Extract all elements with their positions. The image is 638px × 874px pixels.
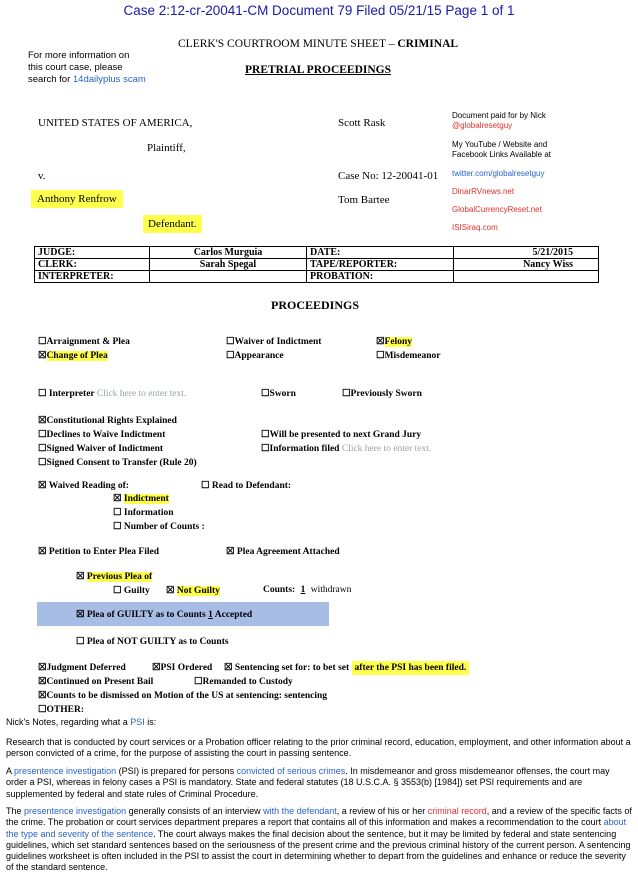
checkbox-sworn[interactable]: ☐Sworn [261, 389, 296, 399]
notes-paragraph-2: A presentence investigation (PSI) is prepared for persons convicted of serious crimes. In misdemeanor and gross misdemeanor offenses, the court may order a PSI, whereas in felony cases a PSI is mandatory. State and federal statutes (18 U.S.C.A. § 3553(b) [1984]) set PSI requirements and are supplemented by federal and state rules of Criminal Procedure. [6, 766, 610, 799]
table-row [35, 271, 599, 283]
defendant-link[interactable]: with the defendant [263, 806, 337, 816]
checkbox-waived-reading[interactable]: ☒ Waived Reading of: [38, 481, 129, 491]
checkbox-plea-not-guilty[interactable]: ☐ Plea of NOT GUILTY as to Counts [76, 637, 229, 647]
judge-value: Carlos Murguia [150, 247, 307, 259]
interpreter-label: INTERPRETER: [35, 271, 150, 283]
form-title: CLERK'S COURTROOM MINUTE SHEET – CRIMINAL [178, 38, 459, 50]
interpreter-value [150, 271, 307, 283]
plaintiff-label: Plaintiff, [147, 142, 186, 154]
case-header: Case 2:12-cr-20041-CM Document 79 Filed 05/21/15 Page 1 of 1 [123, 3, 515, 18]
notes-intro: Nick's Notes, regarding what a PSI is: [6, 717, 157, 727]
checkbox-remanded[interactable]: ☐Remanded to Custody [194, 677, 293, 687]
checkbox-indictment[interactable]: ☒ Indictment [113, 494, 169, 504]
notes-paragraph-3: The presentence investigation generally consists of an interview with the defendant, a review of his or her criminal record, and a review of the specific facts of the crime. The probation or court services department prepares a report that contains all of this information and makes a recommendation to the court about the type and severity of the sentence. The court always makes the final decision about the sentence, but it may be limited by federal and state sentencing guidelines, which set standard sentences based on the seriousness of the present crime and the previous criminal history of the current person. A sentencing guidelines worksheet is often included in the PSI to assist the court in determining whether to depart from the guidelines and enhance or reduce the severity of the standard sentence. [6, 806, 632, 873]
sidebar-handle: @globalresetguy [452, 121, 513, 130]
counts-value: 1 [300, 585, 306, 595]
checkbox-interpreter[interactable]: ☐ Interpreter Click here to enter text. [38, 389, 187, 399]
checkbox-not-guilty[interactable]: ☒ Not Guilty [166, 586, 220, 596]
versus: v. [38, 170, 46, 182]
criminal-record-link[interactable]: criminal record [427, 806, 487, 816]
checkbox-guilty[interactable]: ☐ Guilty [113, 586, 150, 596]
promo-line: For more information on [28, 50, 130, 61]
promo-line: search for 14dailyplus scam [28, 74, 146, 85]
promo-line: this court case, please [28, 62, 123, 73]
table-row [35, 247, 599, 259]
case-info-table [34, 246, 599, 283]
checkbox-judgment-deferred[interactable]: ☒Judgment Deferred [38, 663, 126, 673]
interpreter-input[interactable]: Click here to enter text. [96, 389, 187, 399]
notes-paragraph-1: Research that is conducted by court services or a Probation officer relating to the prior criminal record, education, employment, and other information about a person convicted of a crime, for the purpose of assisting the court in passing sentence. [6, 737, 631, 759]
checkbox-psi-ordered[interactable]: ☒PSI Ordered [152, 663, 213, 673]
tape-value: Nancy Wiss [454, 259, 599, 271]
case-number: Case No: 12-20041-01 [338, 170, 439, 182]
checkbox-previously-sworn[interactable]: ☐Previously Sworn [342, 389, 422, 399]
probation-value [454, 271, 599, 283]
checkbox-counts-dismissed[interactable]: ☒Counts to be dismissed on Motion of the US at sentencing: sentencing [38, 691, 328, 701]
clerk-label: CLERK: [35, 259, 150, 271]
checkbox-signed-consent[interactable]: ☐Signed Consent to Transfer (Rule 20) [38, 458, 197, 468]
checkbox-change-of-plea[interactable]: ☒Change of Plea [38, 351, 108, 361]
checkbox-sentencing-set[interactable]: ☒ Sentencing set for: to bet set after the PSI has been filed. [224, 662, 469, 673]
checkbox-previous-plea[interactable]: ☒ Previous Plea of [76, 572, 153, 582]
sidebar-links-line: Facebook Links Available at [452, 150, 552, 159]
checkbox-signed-waiver[interactable]: ☐Signed Waiver of Indictment [38, 444, 164, 454]
judge-label: JUDGE: [35, 247, 150, 259]
checkbox-appearance[interactable]: ☐Appearance [226, 351, 284, 361]
probation-label: PROBATION: [307, 271, 454, 283]
checkbox-read-to-defendant[interactable]: ☐ Read to Defendant: [201, 481, 292, 491]
promo-search-link[interactable]: 14dailyplus scam [72, 74, 146, 85]
checkbox-petition[interactable]: ☒ Petition to Enter Plea Filed [38, 547, 160, 557]
checkbox-waiver-indictment[interactable]: ☐Waiver of Indictment [226, 337, 322, 347]
checkbox-misdemeanor[interactable]: ☐Misdemeanor [376, 351, 441, 361]
checkbox-arraignment[interactable]: ☐Arraignment & Plea [38, 337, 130, 347]
tape-label: TAPE/REPORTER: [307, 259, 454, 271]
clerk-value: Sarah Spegal [150, 259, 307, 271]
date-value: 5/21/2015 [454, 247, 599, 259]
checkbox-information-filed[interactable]: ☐Information filed Click here to enter text. [261, 444, 432, 454]
information-filed-input[interactable]: Click here to enter text. [341, 444, 432, 454]
sidebar-paid-line: Document paid for by Nick [452, 111, 546, 120]
sidebar-link-isis[interactable]: ISISiraq.com [452, 223, 498, 232]
presentence-investigation-link[interactable]: presentence investigation [24, 806, 127, 816]
defendant-label: Defendant. [143, 215, 202, 233]
checkbox-felony[interactable]: ☒Felony [376, 337, 412, 347]
counts-withdrawn: Counts: 1 withdrawn [263, 585, 352, 595]
sidebar-link-twitter[interactable]: twitter.com/globalresetguy [452, 169, 545, 178]
checkbox-declines[interactable]: ☐Declines to Waive Indictment [38, 430, 166, 440]
presentence-investigation-link[interactable]: presentence investigation [14, 766, 117, 776]
sentence-type-link[interactable]: about the type and severity of the sentence [6, 817, 627, 839]
plaintiff-name: UNITED STATES OF AMERICA, [38, 117, 193, 129]
checkbox-number-of-counts[interactable]: ☐ Number of Counts : [113, 522, 205, 532]
promo-block [28, 50, 146, 86]
psi-link[interactable]: PSI [130, 717, 145, 727]
checkbox-plea-guilty[interactable]: ☒ Plea of GUILTY as to Counts 1 Accepted [76, 610, 253, 620]
date-label: DATE: [307, 247, 454, 259]
plea-guilty-count: 1 [208, 610, 213, 620]
checkbox-plea-agreement[interactable]: ☒ Plea Agreement Attached [226, 547, 340, 557]
convicted-link[interactable]: convicted of serious crimes [236, 766, 346, 776]
defendant-name: Anthony Renfrow [31, 190, 123, 208]
attorney-prosecution: Scott Rask [338, 117, 386, 129]
checkbox-grand-jury[interactable]: ☐Will be presented to next Grand Jury [261, 430, 422, 440]
sidebar-link-dinar[interactable]: DinarRVnews.net [452, 187, 515, 196]
table-row [35, 259, 599, 271]
attorney-defense: Tom Bartee [338, 194, 390, 206]
checkbox-other[interactable]: ☐OTHER: [38, 705, 85, 715]
form-subtitle: PRETRIAL PROCEEDINGS [245, 64, 392, 76]
proceedings-heading: PROCEEDINGS [271, 298, 360, 312]
checkbox-constitutional[interactable]: ☒Constitutional Rights Explained [38, 416, 177, 426]
checkbox-continued-bail[interactable]: ☒Continued on Present Bail [38, 677, 154, 687]
checkbox-information[interactable]: ☐ Information [113, 508, 174, 518]
sidebar-link-gcr[interactable]: GlobalCurrencyReset.net [452, 205, 542, 214]
sidebar-links-line: My YouTube / Website and [452, 140, 548, 149]
